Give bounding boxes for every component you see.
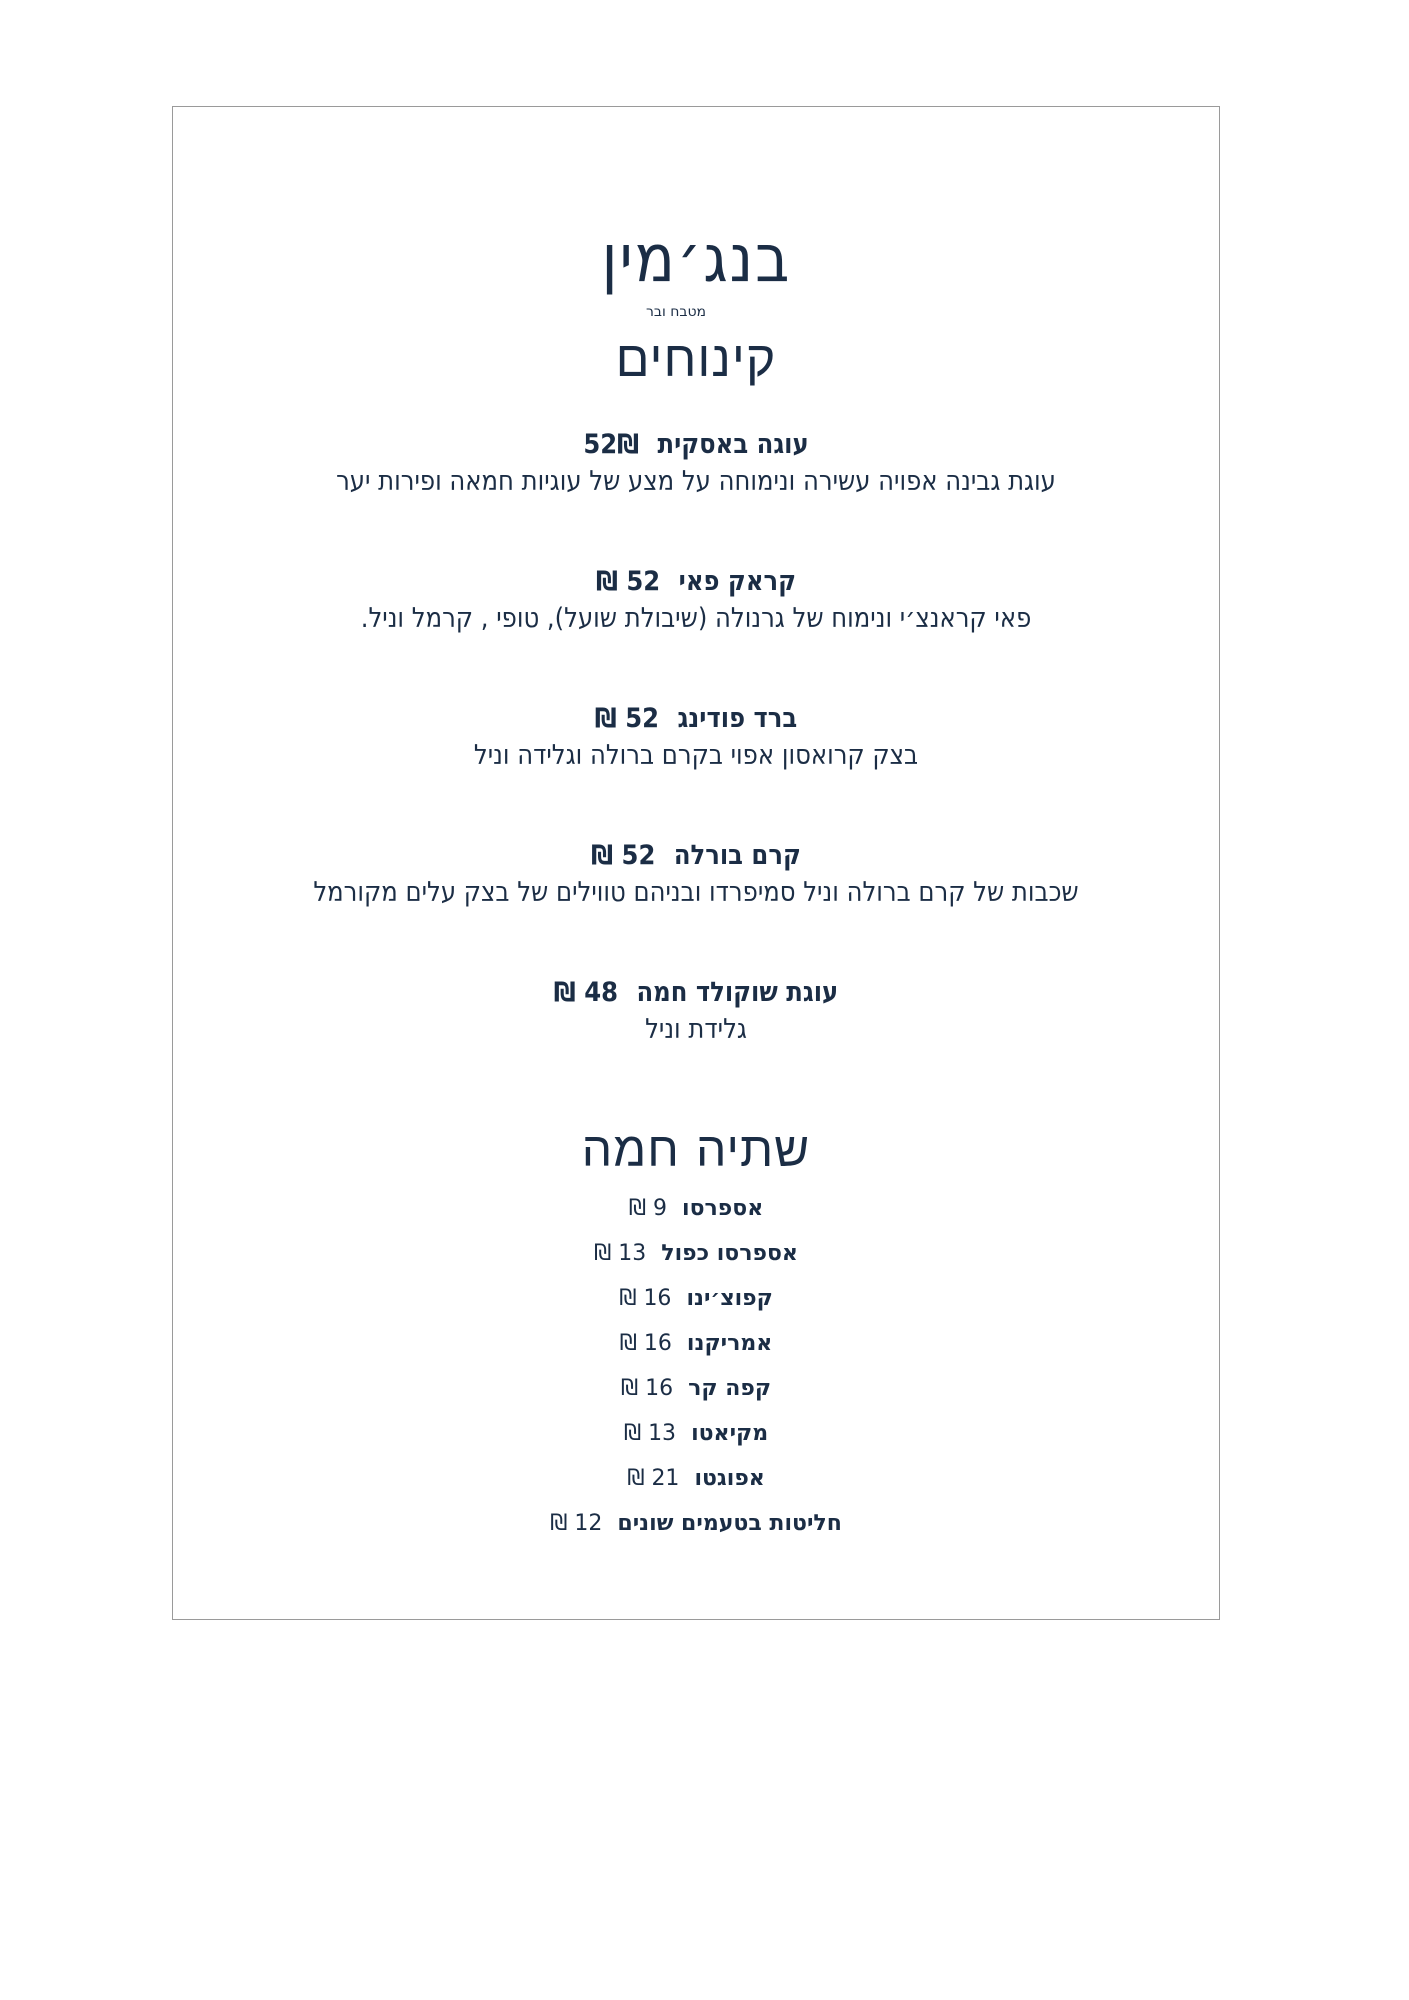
drink-price: 21 ₪ [627,1466,680,1491]
dessert-header [172,976,1220,1010]
drink-name: אספרסו [682,1196,764,1221]
drink-price: 16 ₪ [619,1286,672,1311]
drink-price: 13 ₪ [623,1421,677,1446]
logo-subtitle: מטבח ובר [645,304,707,320]
dessert-price: 48 ₪ [553,977,618,1008]
dessert-description: גלידת וניל [645,1014,747,1045]
dessert-description: שכבות של קרם ברולה וניל סמיפרדו ובניהם טווילים של בצק עלים מקורמל [313,877,1079,908]
dessert-description: בצק קרואסון אפוי בקרם ברולה וגלידה וניל [473,740,919,771]
drink-name: מקיאטו [691,1421,769,1446]
restaurant-logo [172,220,1220,320]
menu-page [172,106,1220,1620]
dessert-name: ברד פודינג [677,703,798,734]
dessert-name: קרם בורלה [673,840,801,871]
drink-name: חליטות בטעמים שונים [617,1511,842,1536]
dessert-item [172,702,1220,839]
dessert-header [172,702,1220,736]
drink-price: 13 ₪ [594,1241,647,1266]
drink-item [172,1276,1220,1321]
dessert-item [172,976,1220,1113]
drink-price: 12 ₪ [550,1511,603,1536]
drink-item [172,1321,1220,1366]
drink-item [172,1186,1220,1231]
dessert-price: 52 ₪ [591,840,656,871]
dessert-item [172,839,1220,976]
drink-name: קפוצ׳ינו [686,1286,773,1311]
desserts-list [172,428,1220,1113]
drink-item [172,1501,1220,1546]
dessert-price: 52₪ [583,429,640,460]
dessert-name: קראק פאי [678,566,797,597]
drink-item [172,1456,1220,1501]
drink-name: אמריקנו [686,1331,773,1356]
dessert-description: פאי קראנצ׳י ונימוח של גרנולה (שיבולת שועל), טופי , קרמל וניל. [360,603,1032,634]
drink-price: 16 ₪ [619,1331,672,1356]
drink-item [172,1411,1220,1456]
desserts-title: קינוחים [615,330,777,388]
logo-name: בנג׳מין [601,220,791,297]
dessert-name: עוגת שוקולד חמה [636,977,839,1008]
drink-price: 9 ₪ [628,1196,668,1221]
dessert-item [172,565,1220,702]
dessert-item [172,428,1220,565]
drink-item [172,1366,1220,1411]
drink-item [172,1231,1220,1276]
drink-name: קפה קר [688,1376,772,1401]
drink-price: 16 ₪ [620,1376,674,1401]
hot-drinks-list [172,1186,1220,1546]
dessert-header [172,565,1220,599]
dessert-price: 52 ₪ [594,703,659,734]
drink-name: אספרסו כפול [661,1241,798,1266]
dessert-price: 52 ₪ [595,566,661,597]
dessert-name: עוגה באסקית [657,429,809,460]
hot-drinks-title: שתיה חמה [581,1122,811,1178]
dessert-header [172,428,1220,462]
dessert-header [172,839,1220,873]
dessert-description: עוגת גבינה אפויה עשירה ונימוחה על מצע של עוגיות חמאה ופירות יער [336,466,1056,497]
drink-name: אפוגטו [694,1466,765,1491]
